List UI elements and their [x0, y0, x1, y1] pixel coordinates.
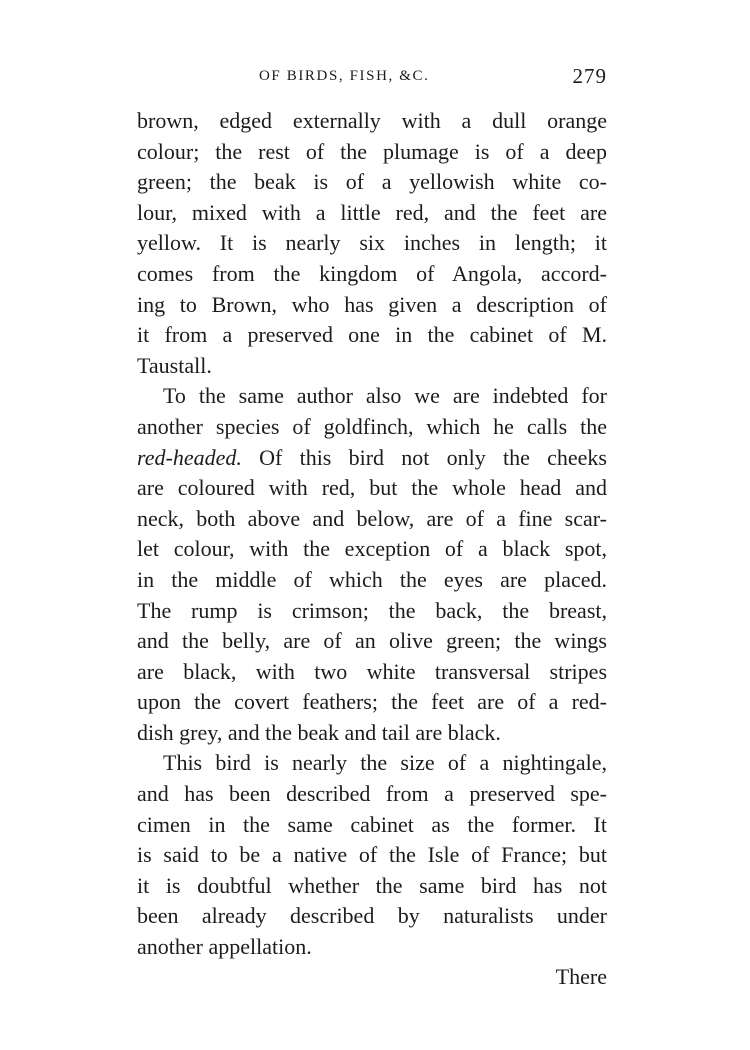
text-line	[137, 167, 607, 198]
text-line	[137, 381, 607, 412]
text-line	[137, 259, 607, 290]
line-text: and has been described from a preserved spe-	[137, 781, 607, 807]
line-text: cimen in the same cabinet as the former. It	[137, 811, 607, 837]
line-text: yellow. It is nearly six inches in length; it	[137, 230, 607, 256]
text-line	[137, 748, 607, 779]
catchword: There	[555, 964, 607, 989]
text-line	[137, 443, 607, 474]
line-text: it from a preserved one in the cabinet of M.	[137, 322, 607, 348]
text-line	[137, 779, 607, 810]
text-line	[137, 565, 607, 596]
text-line	[137, 718, 607, 749]
line-text: The rump is crimson; the back, the breast,	[137, 597, 607, 623]
line-text: upon the covert feathers; the feet are of a red-	[137, 689, 607, 715]
line-text: another species of goldfinch, which he calls the	[137, 413, 607, 439]
running-head: OF BIRDS, FISH, &C.	[259, 68, 430, 84]
text-line	[137, 687, 607, 718]
text-line	[137, 228, 607, 259]
text-line	[137, 504, 607, 535]
page-header	[137, 64, 607, 96]
line-text: is said to be a native of the Isle of France; but	[137, 842, 607, 868]
line-text: in the middle of which the eyes are placed.	[137, 566, 607, 592]
text-line	[137, 534, 607, 565]
line-text: brown, edged externally with a dull orange	[137, 108, 607, 133]
line-text: are black, with two white transversal stripes	[137, 658, 607, 684]
text-line	[137, 932, 607, 963]
line-text: another appellation.	[137, 934, 312, 960]
line-text: it is doubtful whether the same bird has not	[137, 872, 607, 898]
line-text: are coloured with red, but the whole head and	[137, 475, 607, 501]
text-line	[137, 290, 607, 321]
text-line	[137, 106, 607, 137]
line-text: been already described by naturalists under	[137, 903, 607, 929]
line-text: To the same author also we are indebted for	[163, 383, 607, 409]
text-line	[137, 657, 607, 688]
text-line	[137, 810, 607, 841]
text-line	[137, 626, 607, 657]
page-number: 279	[572, 64, 607, 88]
text-line	[137, 901, 607, 932]
italic-term: red-headed.	[137, 444, 242, 470]
line-text: comes from the kingdom of Angola, accord-	[137, 260, 607, 286]
text-line	[137, 840, 607, 871]
line-text: Of this bird not only the cheeks	[241, 444, 607, 470]
text-line	[137, 351, 607, 382]
text-line	[137, 871, 607, 902]
text-line	[137, 412, 607, 443]
line-text: green; the beak is of a yellowish white co-	[137, 169, 607, 195]
line-text: colour; the rest of the plumage is of a deep	[137, 138, 607, 164]
line-text: let colour, with the exception of a black spot,	[137, 536, 607, 562]
line-text: neck, both above and below, are of a fine scar-	[137, 505, 607, 531]
text-line	[137, 320, 607, 351]
body-text	[137, 106, 607, 963]
text-line	[137, 473, 607, 504]
line-text: This bird is nearly the size of a nightingale,	[163, 750, 607, 776]
line-text: lour, mixed with a little red, and the feet are	[137, 199, 607, 225]
text-line	[137, 198, 607, 229]
text-line	[137, 596, 607, 627]
line-text: dish grey, and the beak and tail are black.	[137, 719, 501, 745]
text-line	[137, 137, 607, 168]
line-text: ing to Brown, who has given a description of	[137, 291, 607, 317]
line-text: and the belly, are of an olive green; the wings	[137, 628, 607, 654]
line-text: Taustall.	[137, 352, 212, 378]
